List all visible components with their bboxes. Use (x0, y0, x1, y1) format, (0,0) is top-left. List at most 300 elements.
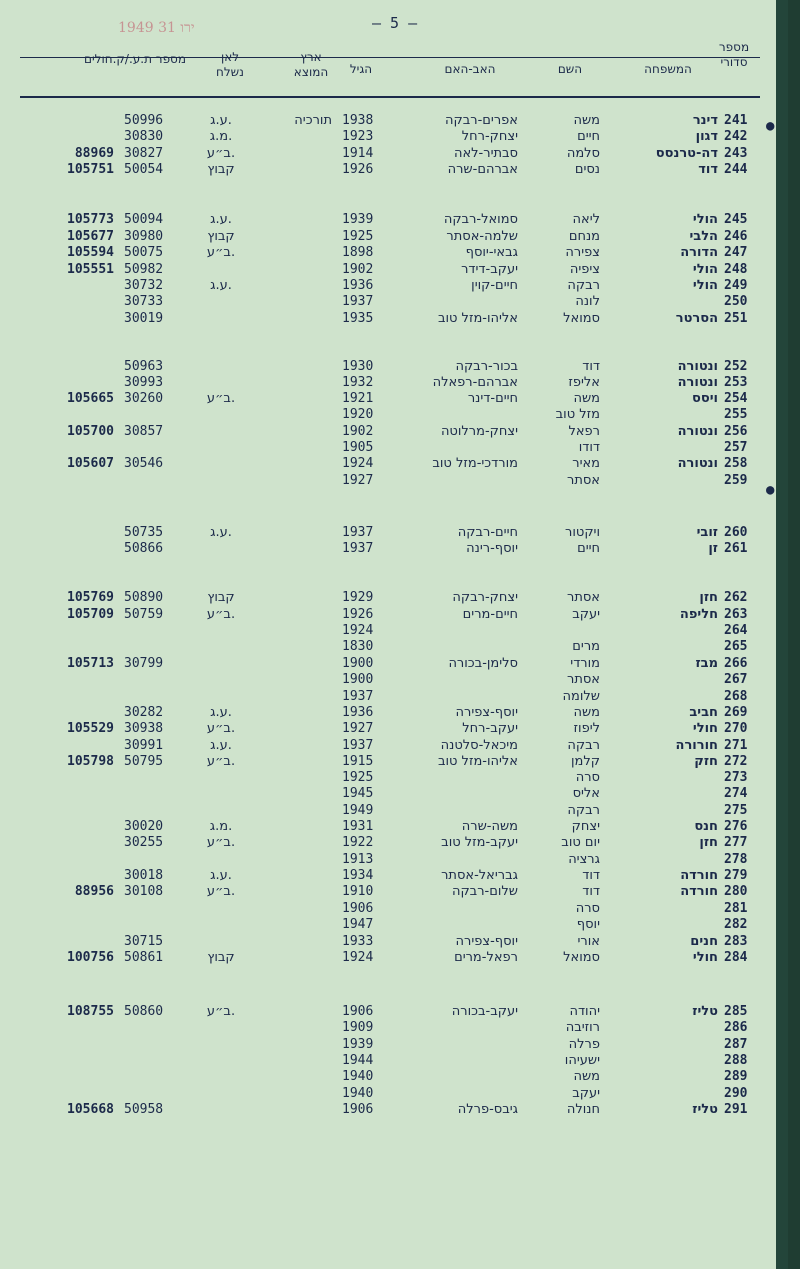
registry-number: 30732 (124, 278, 164, 293)
header-serial: מספר סדורי (718, 40, 750, 69)
first-name: אסתר (566, 672, 600, 687)
parents-names: משה-שרה (461, 819, 518, 834)
birth-year: 1906 (342, 1004, 374, 1019)
serial-number: 269 (724, 705, 748, 720)
family-name: דגון (695, 129, 718, 144)
page-number: — 5 — (372, 14, 418, 32)
serial-number: 289 (724, 1069, 748, 1084)
table-row (0, 472, 788, 489)
family-name: זובי (696, 525, 718, 540)
margin-mark-icon: ● (766, 482, 775, 498)
registry-number: 30993 (124, 375, 164, 390)
parents-names: אברהם-שרה (447, 162, 518, 177)
first-name: אורי (577, 934, 600, 949)
birth-year: 1949 (342, 803, 374, 818)
serial-number: 281 (724, 901, 748, 916)
destination: קבוץ (207, 950, 235, 965)
parents-names: גיבס-פרלה (457, 1102, 518, 1117)
birth-year: 1935 (342, 311, 374, 326)
birth-year: 1921 (342, 391, 374, 406)
first-name: משה (573, 1069, 600, 1084)
birth-year: 1927 (342, 721, 374, 736)
hospital-number: 88969 (74, 146, 114, 161)
table-row (0, 900, 788, 917)
birth-year: 1937 (342, 541, 374, 556)
family-name: ונטורה (677, 359, 718, 374)
parents-names: יעקב-דידר (461, 262, 518, 277)
registry-number: 30282 (124, 705, 164, 720)
parents-names: יעקב-רחל (462, 721, 518, 736)
serial-number: 287 (724, 1037, 748, 1052)
parents-names: חיים-רבקה (457, 525, 518, 540)
hospital-number: 105769 (67, 590, 114, 605)
parents-names: יצחק-רבקה (452, 590, 518, 605)
table-row (0, 1068, 788, 1085)
birth-year: 1924 (342, 456, 374, 471)
family-name: ונטורה (677, 375, 718, 390)
table-row (0, 606, 788, 623)
first-name: יהודה (569, 1004, 600, 1019)
table-row (0, 818, 788, 835)
destination: ע.ג. (210, 113, 232, 128)
table-row (0, 540, 788, 557)
parents-names: מיכאל-סלטנה (440, 738, 518, 753)
family-name: הולי (692, 212, 718, 227)
destination: ב״ע. (206, 721, 236, 736)
family-name: חנס (694, 819, 718, 834)
table-row (0, 1019, 788, 1036)
margin-mark-icon: ● (766, 118, 775, 134)
destination: ב״ע. (206, 754, 236, 769)
first-name: חנולה (566, 1102, 600, 1117)
serial-number: 290 (724, 1086, 748, 1101)
family-name: הדורה (680, 245, 718, 260)
serial-number: 259 (724, 473, 748, 488)
family-name: חולי (692, 950, 718, 965)
birth-year: 1922 (342, 835, 374, 850)
serial-number: 268 (724, 689, 748, 704)
serial-number: 267 (724, 672, 748, 687)
destination: ב״ע. (206, 607, 236, 622)
first-name: גרציה (568, 852, 600, 867)
registry-number: 30108 (124, 884, 164, 899)
serial-number: 284 (724, 950, 748, 965)
table-row (0, 439, 788, 456)
destination: ע.ג. (210, 738, 232, 753)
family-name: הלבי (689, 229, 718, 244)
serial-number: 276 (724, 819, 748, 834)
birth-year: 1947 (342, 917, 374, 932)
first-name: רבקה (567, 803, 600, 818)
registry-number: 30255 (124, 835, 164, 850)
serial-number: 277 (724, 835, 748, 850)
table-row (0, 949, 788, 966)
first-name: צפירה (565, 245, 600, 260)
registry-number: 50860 (124, 1004, 164, 1019)
family-name: דינר (692, 113, 718, 128)
destination: ע.ג. (210, 278, 232, 293)
birth-year: 1940 (342, 1069, 374, 1084)
first-name: יום טוב (561, 835, 600, 850)
first-name: מרים (572, 639, 600, 654)
registry-number: 50890 (124, 590, 164, 605)
parents-names: יצחק-רחל (461, 129, 518, 144)
hospital-number: 105773 (67, 212, 114, 227)
serial-number: 262 (724, 590, 748, 605)
table-row (0, 883, 788, 900)
birth-year: 1927 (342, 473, 374, 488)
birth-year: 1900 (342, 672, 374, 687)
first-name: יעקב (572, 1086, 600, 1101)
registry-number: 50054 (124, 162, 164, 177)
table-row (0, 867, 788, 884)
birth-year: 1936 (342, 278, 374, 293)
birth-year: 1900 (342, 656, 374, 671)
family-name: חנים (690, 934, 718, 949)
table-row (0, 785, 788, 802)
parents-names: סלימן-בכורה (448, 656, 518, 671)
destination: ב״ע. (206, 391, 236, 406)
first-name: סרה (575, 770, 600, 785)
first-name: יצחק (571, 819, 600, 834)
serial-number: 266 (724, 656, 748, 671)
parents-names: רפאל-מרים (454, 950, 518, 965)
family-name: דוד (698, 162, 718, 177)
hospital-number: 105665 (67, 391, 114, 406)
header-numbers: מספר ת.ע./ק.חולים (84, 52, 186, 66)
table-row (0, 455, 788, 472)
family-name: הולי (692, 278, 718, 293)
family-name: חזן (699, 835, 718, 850)
birth-year: 1902 (342, 424, 374, 439)
family-name: חביב (689, 705, 718, 720)
destination: קבוץ (207, 162, 235, 177)
birth-year: 1925 (342, 229, 374, 244)
parents-names: שלום-רבקה (451, 884, 518, 899)
hospital-number: 108755 (67, 1004, 114, 1019)
first-name: פרלה (568, 1037, 600, 1052)
registry-number: 30020 (124, 819, 164, 834)
origin-country: תורכיה (294, 113, 332, 128)
destination: קבוץ (207, 229, 235, 244)
hospital-number: 105700 (67, 424, 114, 439)
hospital-number: 105594 (67, 245, 114, 260)
family-name: טליז (692, 1102, 718, 1117)
birth-year: 1939 (342, 1037, 374, 1052)
parents-names: אברהם-רפאלה (432, 375, 518, 390)
first-name: סמואל (563, 311, 600, 326)
table-row (0, 671, 788, 688)
first-name: חיים (577, 129, 600, 144)
birth-year: 1937 (342, 738, 374, 753)
table-row (0, 524, 788, 541)
birth-year: 1929 (342, 590, 374, 605)
serial-number: 265 (724, 639, 748, 654)
serial-number: 270 (724, 721, 748, 736)
birth-year: 1940 (342, 1086, 374, 1101)
registry-number: 50963 (124, 359, 164, 374)
first-name: מזל טוב (555, 407, 600, 422)
first-name: אליפז (568, 375, 600, 390)
serial-number: 285 (724, 1004, 748, 1019)
destination: ע.ג. (210, 212, 232, 227)
hospital-number: 105713 (67, 656, 114, 671)
serial-number: 273 (724, 770, 748, 785)
hospital-number: 105551 (67, 262, 114, 277)
birth-year: 1924 (342, 623, 374, 638)
table-row (0, 851, 788, 868)
table-row (0, 655, 788, 672)
first-name: ליפוז (573, 721, 600, 736)
birth-year: 1906 (342, 1102, 374, 1117)
table-row (0, 1085, 788, 1102)
parents-names: אפרים-רבקה (445, 113, 518, 128)
family-name: חזק (694, 754, 718, 769)
registry-number: 30938 (124, 721, 164, 736)
birth-year: 1902 (342, 262, 374, 277)
table-row (0, 802, 788, 819)
family-name: מבז (695, 656, 718, 671)
first-name: משה (573, 705, 600, 720)
serial-number: 241 (724, 113, 748, 128)
birth-year: 1934 (342, 868, 374, 883)
header-parents: האב-האם (444, 62, 496, 76)
parents-names: מורדכי-מזל טוב (432, 456, 518, 471)
birth-year: 1938 (342, 113, 374, 128)
registry-number: 30827 (124, 146, 164, 161)
first-name: לונה (575, 294, 600, 309)
table-row (0, 390, 788, 407)
parents-names: סבתיר-לאה (453, 146, 518, 161)
table-row (0, 374, 788, 391)
serial-number: 250 (724, 294, 748, 309)
hospital-number: 105607 (67, 456, 114, 471)
serial-number: 252 (724, 359, 748, 374)
birth-year: 1906 (342, 901, 374, 916)
destination: מ.ג. (209, 819, 233, 834)
birth-year: 1923 (342, 129, 374, 144)
serial-number: 253 (724, 375, 748, 390)
parents-names: אליהו-מזל טוב (437, 754, 518, 769)
birth-year: 1830 (342, 639, 374, 654)
registry-number: 50795 (124, 754, 164, 769)
family-name: חורדה (680, 884, 718, 899)
birth-year: 1933 (342, 934, 374, 949)
first-name: חיים (577, 541, 600, 556)
birth-year: 1944 (342, 1053, 374, 1068)
birth-year: 1930 (342, 359, 374, 374)
hospital-number: 105709 (67, 607, 114, 622)
serial-number: 275 (724, 803, 748, 818)
registry-number: 30830 (124, 129, 164, 144)
serial-number: 248 (724, 262, 748, 277)
hospital-number: 105529 (67, 721, 114, 736)
serial-number: 278 (724, 852, 748, 867)
serial-number: 249 (724, 278, 748, 293)
serial-number: 286 (724, 1020, 748, 1035)
first-name: דוד (582, 884, 600, 899)
table-row (0, 688, 788, 705)
table-row (0, 638, 788, 655)
family-name: חליפה (679, 607, 718, 622)
hospital-number: 105751 (67, 162, 114, 177)
family-name: חזן (699, 590, 718, 605)
serial-number: 244 (724, 162, 748, 177)
registry-number: 50094 (124, 212, 164, 227)
birth-year: 1920 (342, 407, 374, 422)
parents-names: גבאי-יוסף (465, 245, 518, 260)
header-country: ארץ המוצא (293, 50, 329, 79)
table-row (0, 406, 788, 423)
header-family: המשפחה (644, 62, 692, 76)
family-name: ונטורה (677, 456, 718, 471)
table-row (0, 145, 788, 162)
serial-number: 261 (724, 541, 748, 556)
first-name: קלמן (571, 754, 600, 769)
table-row (0, 834, 788, 851)
first-name: סרה (575, 901, 600, 916)
parents-names: יוסף-צפירה (455, 934, 518, 949)
birth-year: 1937 (342, 525, 374, 540)
first-name: אסתר (566, 590, 600, 605)
first-name: אסתר (566, 473, 600, 488)
scan-edge (776, 0, 788, 1269)
table-row (0, 423, 788, 440)
parents-names: חיים-קוין (471, 278, 518, 293)
first-name: דודו (578, 440, 600, 455)
first-name: משה (573, 113, 600, 128)
table-row (0, 622, 788, 639)
serial-number: 272 (724, 754, 748, 769)
table-row (0, 228, 788, 245)
registry-number: 50759 (124, 607, 164, 622)
parents-names: יוסף-רינה (466, 541, 518, 556)
family-name: דה-טרנסס (655, 146, 718, 161)
parents-names: חיים-דינר (467, 391, 518, 406)
first-name: אליס (572, 786, 600, 801)
parents-names: אליהו-מזל טוב (437, 311, 518, 326)
birth-year: 1910 (342, 884, 374, 899)
parents-names: חיים-מרים (462, 607, 518, 622)
destination: קבוץ (207, 590, 235, 605)
serial-number: 257 (724, 440, 748, 455)
serial-number: 260 (724, 525, 748, 540)
table-row (0, 933, 788, 950)
first-name: מאיר (572, 456, 600, 471)
table-row (0, 293, 788, 310)
registry-number: 50866 (124, 541, 164, 556)
table-row (0, 277, 788, 294)
parents-names: יצחק-מרלוטה (440, 424, 518, 439)
destination: ע.ג. (210, 705, 232, 720)
parents-names: יעקב-בכורה (451, 1004, 518, 1019)
family-name: ויסס (692, 391, 718, 406)
hospital-number: 105677 (67, 229, 114, 244)
table-row (0, 1036, 788, 1053)
serial-number: 242 (724, 129, 748, 144)
family-name: זן (708, 541, 718, 556)
serial-number: 254 (724, 391, 748, 406)
registry-number: 50075 (124, 245, 164, 260)
registry-number: 30715 (124, 934, 164, 949)
serial-number: 255 (724, 407, 748, 422)
serial-number: 291 (724, 1102, 748, 1117)
table-row (0, 310, 788, 327)
table-row (0, 1003, 788, 1020)
family-name: חורדה (680, 868, 718, 883)
header-name: השם (557, 62, 583, 76)
serial-number: 243 (724, 146, 748, 161)
serial-number: 246 (724, 229, 748, 244)
serial-number: 247 (724, 245, 748, 260)
destination: ע.ג. (210, 525, 232, 540)
destination: ב״ע. (206, 146, 236, 161)
serial-number: 245 (724, 212, 748, 227)
destination: ב״ע. (206, 835, 236, 850)
destination: ב״ע. (206, 884, 236, 899)
serial-number: 263 (724, 607, 748, 622)
family-name: הולי (692, 262, 718, 277)
serial-number: 288 (724, 1053, 748, 1068)
first-name: ליאה (572, 212, 600, 227)
first-name: יעקב (572, 607, 600, 622)
first-name: שלומה (562, 689, 600, 704)
registry-number: 30019 (124, 311, 164, 326)
birth-year: 1937 (342, 294, 374, 309)
table-row (0, 244, 788, 261)
first-name: משה (573, 391, 600, 406)
serial-number: 256 (724, 424, 748, 439)
family-name: טליז (692, 1004, 718, 1019)
parents-names: סמואל-רבקה (443, 212, 518, 227)
registry-number: 30733 (124, 294, 164, 309)
registry-number: 30799 (124, 656, 164, 671)
birth-year: 1939 (342, 212, 374, 227)
first-name: רבקה (567, 278, 600, 293)
first-name: רפאל (568, 424, 600, 439)
destination: מ.ג. (209, 129, 233, 144)
birth-year: 1932 (342, 375, 374, 390)
birth-year: 1936 (342, 705, 374, 720)
table-row (0, 161, 788, 178)
first-name: ציפיה (569, 262, 600, 277)
destination: ב״ע. (206, 1004, 236, 1019)
table-row (0, 1101, 788, 1118)
table-row (0, 1052, 788, 1069)
serial-number: 264 (724, 623, 748, 638)
registry-number: 30980 (124, 229, 164, 244)
first-name: מורדי (570, 656, 600, 671)
parents-names: גבריאל-אסתר (441, 868, 518, 883)
table-row (0, 704, 788, 721)
birth-year: 1937 (342, 689, 374, 704)
family-name: חולי (692, 721, 718, 736)
destination: ע.ג. (210, 868, 232, 883)
birth-year: 1913 (342, 852, 374, 867)
first-name: סמואל (563, 950, 600, 965)
parents-names: בכור-רבקה (455, 359, 518, 374)
registry-number: 50735 (124, 525, 164, 540)
table-row (0, 128, 788, 145)
family-name: חורורה (675, 738, 718, 753)
serial-number: 271 (724, 738, 748, 753)
serial-number: 279 (724, 868, 748, 883)
serial-number: 280 (724, 884, 748, 899)
table-row (0, 737, 788, 754)
serial-number: 282 (724, 917, 748, 932)
birth-year: 1909 (342, 1020, 374, 1035)
first-name: דוד (582, 359, 600, 374)
